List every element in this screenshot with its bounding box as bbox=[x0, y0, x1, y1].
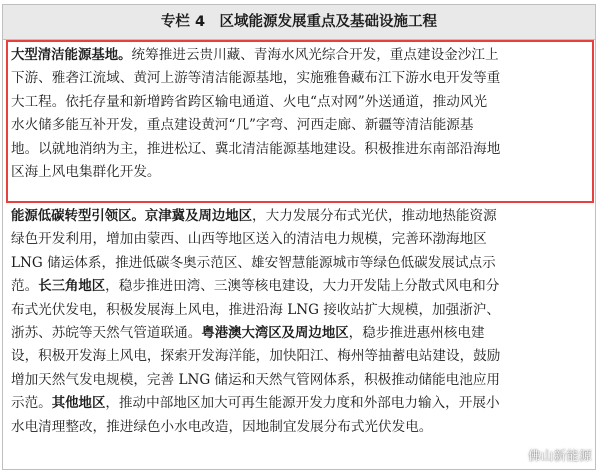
text-line bbox=[11, 138, 591, 161]
text-run: 增加天然气发电规模，完善 LNG 储运和天然气管网体系，积极推动储能电池应用 bbox=[11, 371, 501, 388]
wechat-logo-icon bbox=[502, 445, 522, 465]
text-line bbox=[11, 275, 591, 298]
text-run: ，稳步推进田湾、三澳等核电建设，大力开发陆上分散式风电和分 bbox=[105, 278, 500, 295]
watermark-text: 佛山新能源 bbox=[527, 448, 592, 463]
text-line bbox=[11, 44, 591, 67]
paragraph-low-carbon-regions bbox=[11, 205, 591, 439]
paragraph-clean-energy-bases bbox=[11, 44, 591, 184]
text-line bbox=[11, 345, 591, 368]
text-line bbox=[11, 205, 591, 228]
text-run: 下游、雅砻江流域、黄河上游等清洁能源基地，实施雅鲁藏布江下游水电开发等重 bbox=[11, 70, 501, 87]
text-run: 统筹推进云贵川藏、青海水风光综合开发，重点建设金沙江上 bbox=[131, 47, 499, 63]
bold-heading: 能源低碳转型引领区。 bbox=[11, 209, 145, 224]
text-run: LNG 储运体系，推进低碳冬奥示范区、雄安智慧能源城市等绿色低碳发展试点示 bbox=[11, 254, 496, 271]
text-line bbox=[11, 91, 591, 114]
text-run: 绿色开发利用，增加由蒙西、山西等地区送入的清洁电力规模，完善环渤海地区 bbox=[11, 231, 487, 248]
text-run: 范。 bbox=[11, 278, 39, 295]
text-run: 布式光伏发电，积极发展海上风电，推进沿海 LNG 接收站扩大规模，加强浙沪、 bbox=[11, 301, 501, 318]
text-run: 浙苏、苏皖等天然气管道联通。 bbox=[11, 324, 202, 341]
text-run: ，大力发展分布式光伏，推动地热能资源 bbox=[252, 208, 497, 224]
text-line bbox=[11, 114, 591, 137]
text-run: 大工程。依托存量和新增跨省跨区输电通道、火电“点对网”外送通道，推动风光 bbox=[11, 93, 488, 110]
text-line bbox=[11, 299, 591, 322]
text-run: ，稳步推进惠州核电建 bbox=[348, 324, 485, 341]
text-line bbox=[11, 252, 591, 275]
text-run: 水火储多能互补开发，重点建设黄河“几”字弯、河西走廊、新疆等清洁能源基 bbox=[11, 117, 474, 134]
text-line bbox=[11, 416, 591, 439]
text-run: 设，积极开发海上风电，探索开发海洋能，加快阳江、梅州等抽蓄电站建设，鼓励 bbox=[11, 348, 501, 365]
text-run: ，推动中部地区加大可再生能源开发力度和外部电力输入，开展小 bbox=[105, 395, 500, 412]
text-line bbox=[11, 67, 591, 90]
text-line bbox=[11, 228, 591, 251]
bold-heading: 京津冀及周边地区 bbox=[144, 209, 253, 224]
bold-heading: 其他地区 bbox=[51, 396, 106, 412]
bold-heading: 粤港澳大湾区及周边地区 bbox=[201, 325, 349, 341]
text-run: 地。以就地消纳为主，推进松辽、冀北清洁能源基地建设。积极推进东南部沿海地 bbox=[11, 140, 501, 157]
text-line bbox=[11, 161, 591, 184]
bold-heading: 大型清洁能源基地。 bbox=[11, 48, 132, 63]
bold-heading: 长三角地区 bbox=[38, 279, 106, 295]
watermark bbox=[502, 445, 592, 465]
text-line bbox=[11, 369, 591, 392]
text-run: 示范。 bbox=[11, 395, 52, 412]
text-run: 水电清理整改，推进绿色小水电改造，因地制宜发展分布式光伏发电。 bbox=[11, 418, 433, 435]
text-line bbox=[11, 322, 591, 345]
text-run: 区海上风电集群化开发。 bbox=[11, 163, 161, 180]
text-line bbox=[11, 392, 591, 415]
box-title: 专栏 4 区域能源发展重点及基础设施工程 bbox=[3, 5, 595, 40]
